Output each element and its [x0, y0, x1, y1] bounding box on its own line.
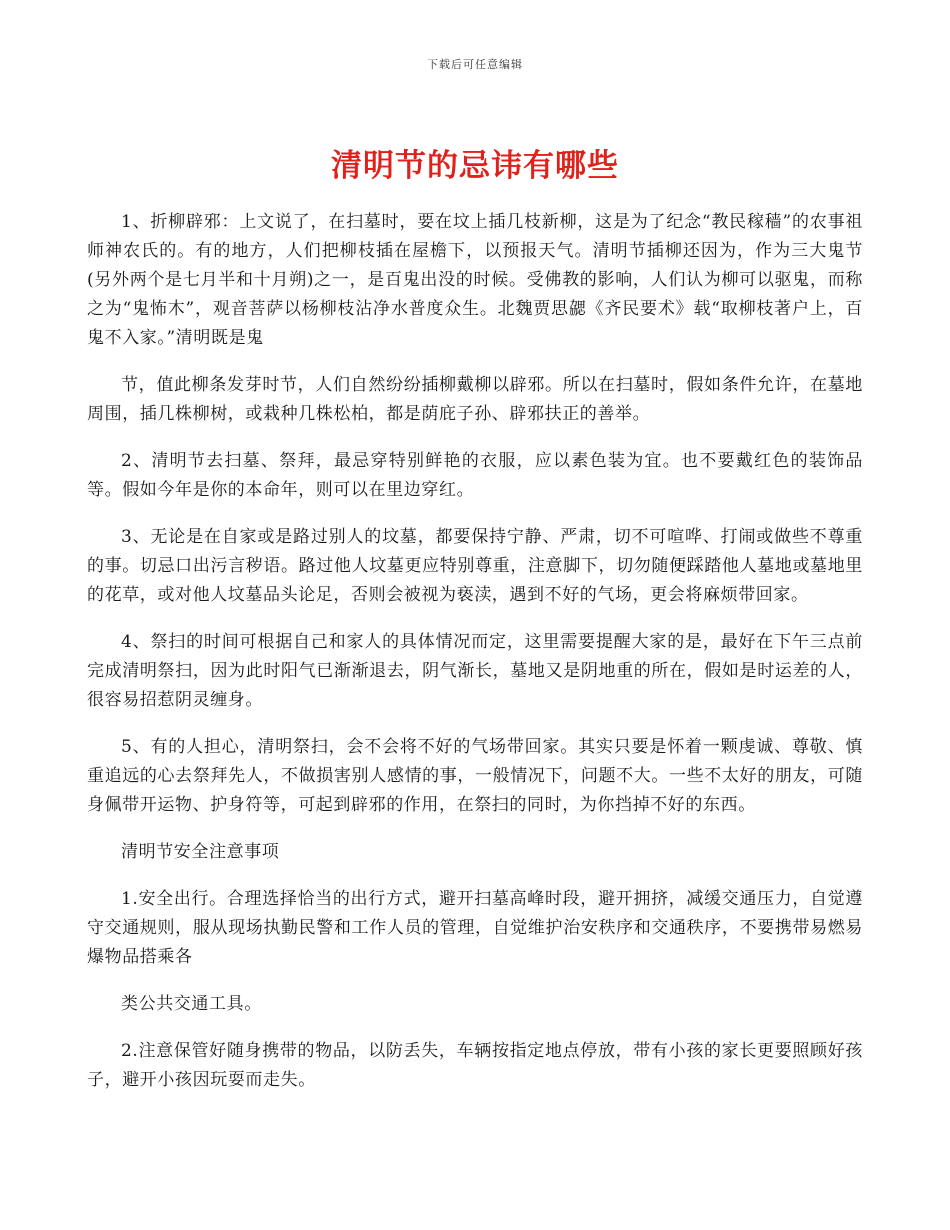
paragraph-9: 2.注意保管好随身携带的物品，以防丢失，车辆按指定地点停放，带有小孩的家长更要照顾好孩子，避开小孩因玩耍而走失。	[87, 1041, 863, 1090]
paragraph-7: 1.安全出行。合理选择恰当的出行方式，避开扫墓高峰时段，避开拥挤，减缓交通压力，自觉遵守交通规则，服从现场执勤民警和工作人员的管理，自觉维护治安秩序和交通秩序，不要携带易燃易爆物品搭乘各	[87, 889, 863, 967]
paragraph-8: 类公共交通工具。	[121, 994, 262, 1014]
header-note: 下载后可任意编辑	[427, 58, 523, 71]
paragraph-5: 4、祭扫的时间可根据自己和家人的具体情况而定，这里需要提醒大家的是，最好在下午三点前完成清明祭扫，因为此时阳气已渐渐退去，阴气渐长，墓地又是阴地重的所在，假如是时运差的人，很容易招惹阴灵缠身。	[87, 632, 863, 710]
document-body	[87, 208, 863, 1113]
document-title: 清明节的忌讳有哪些	[331, 148, 619, 184]
section-heading-safety: 清明节安全注意事项	[121, 842, 280, 862]
paragraph-6: 5、有的人担心，清明祭扫，会不会将不好的气场带回家。其实只要是怀着一颗虔诚、尊敬、慎重追远的心去祭拜先人，不做损害别人感情的事，一般情况下，问题不大。一些不太好的朋友，可随身佩带开运物、护身符等，可起到辟邪的作用，在祭扫的同时，为你挡掉不好的东西。	[87, 737, 863, 815]
paragraph-4: 3、无论是在自家或是路过别人的坟墓，都要保持宁静、严肃，切不可喧哗、打闹或做些不尊重的事。切忌口出污言秽语。路过他人坟墓更应特别尊重，注意脚下，切勿随便踩踏他人墓地或墓地里的花草，或对他人坟墓品头论足，否则会被视为亵渎，遇到不好的气场，更会将麻烦带回家。	[87, 527, 863, 605]
paragraph-2: 节，值此柳条发芽时节，人们自然纷纷插柳戴柳以辟邪。所以在扫墓时，假如条件允许，在墓地周围，插几株柳树，或栽种几株松柏，都是荫庇子孙、辟邪扶正的善举。	[87, 375, 863, 424]
paragraph-3: 2、清明节去扫墓、祭拜，最忌穿特别鲜艳的衣服，应以素色装为宜。也不要戴红色的装饰品等。假如今年是你的本命年，则可以在里边穿红。	[87, 451, 863, 500]
paragraph-1: 1、折柳辟邪：上文说了，在扫墓时，要在坟上插几枝新柳，这是为了纪念“教民稼穑”的农事祖师神农氏的。有的地方，人们把柳枝插在屋檐下，以预报天气。清明节插柳还因为，作为三大鬼节(另外两个是七月半和十月朔)之一，是百鬼出没的时候。受佛教的影响，人们认为柳可以驱鬼，而称之为“鬼怖木”，观音菩萨以杨柳枝沾净水普度众生。北魏贾思勰《齐民要术》载“取柳枝著户上，百鬼不入家。”清明既是鬼	[87, 212, 863, 348]
